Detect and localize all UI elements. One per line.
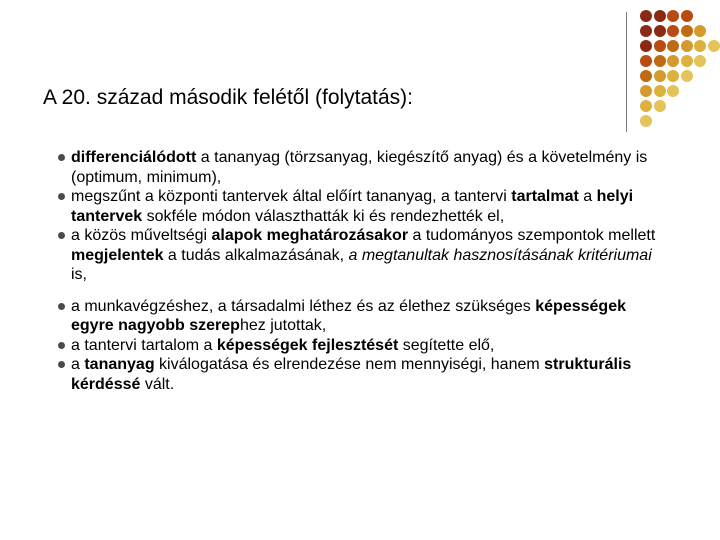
decorative-dot [681, 25, 693, 37]
list-item-text: megszűnt a központi tantervek által előírt tananyag, a tantervi [71, 188, 512, 205]
decorative-dot [640, 100, 652, 112]
list-item-text: a tudás alkalmazásának, [163, 246, 349, 264]
bullet-dot-icon [58, 361, 65, 368]
decorative-dot-grid [640, 10, 720, 135]
list-item [60, 297, 670, 336]
list-item-text: a tananyag (törzsanyag, kiegészítő anyag) és a követelmény is (optimum, minimum), [71, 149, 648, 186]
list-item-text: megjelentek [71, 246, 164, 264]
decorative-dot [694, 25, 706, 37]
decorative-dot [667, 10, 679, 22]
list-item-text: strukturális kérdéssé [71, 356, 632, 393]
list-item [60, 336, 670, 356]
list-item-text: segítette elő, [398, 336, 495, 354]
list-item-text: a munkavégzéshez, a társadalmi léthez és az élethez szükséges [71, 297, 536, 315]
list-item-text: a tantervi tartalom a [71, 336, 217, 354]
list-item-text: a tudományos szempontok mellett [408, 227, 656, 244]
list-item [60, 355, 670, 394]
list-item-text: a közös műveltségi [71, 227, 212, 244]
list-item-text: is, [71, 266, 87, 283]
decorative-dot [654, 40, 666, 52]
decorative-dot [654, 55, 666, 67]
divider-line [626, 12, 627, 132]
decorative-dot [667, 55, 679, 67]
decorative-dot [640, 85, 652, 97]
bullet-list [60, 148, 670, 394]
decorative-dot [640, 115, 652, 127]
decorative-dot [654, 25, 666, 37]
list-item-text: tananyag [84, 356, 155, 373]
slide-title: A 20. század második felétől (folytatás): [43, 86, 414, 109]
list-item-text: vált. [140, 375, 175, 393]
list-item-text: a [578, 188, 597, 205]
decorative-dot [640, 40, 652, 52]
decorative-dot [654, 85, 666, 97]
decorative-dot [654, 100, 666, 112]
bullet-dot-icon [58, 303, 65, 310]
decorative-dot [640, 70, 652, 82]
decorative-dot [654, 70, 666, 82]
decorative-dot [694, 40, 706, 52]
decorative-dot [694, 55, 706, 67]
list-item-text: képességek fejlesztését [216, 336, 399, 354]
decorative-dot [654, 10, 666, 22]
list-item-text: differenciálódott [71, 149, 197, 166]
bullet-dot-icon [58, 193, 65, 200]
list-item-text: sokféle módon választhatták ki és rendezhették el, [142, 207, 505, 225]
decorative-dot [640, 55, 652, 67]
decorative-dot [708, 40, 720, 52]
list-spacer [60, 285, 670, 297]
bullet-dot-icon [58, 232, 65, 239]
decorative-dot [640, 25, 652, 37]
bullet-dot-icon [58, 154, 65, 161]
bullet-dot-icon [58, 342, 65, 349]
list-item-text: a [71, 356, 85, 373]
list-item [60, 226, 670, 285]
decorative-dot [681, 10, 693, 22]
list-item [60, 187, 670, 226]
list-item-text: tartalmat [511, 188, 579, 205]
list-item-text: képességek egyre nagyobb szerep [71, 297, 626, 334]
list-item-text: alapok meghatározásakor [211, 227, 409, 244]
decorative-dot [667, 70, 679, 82]
decorative-dot [667, 40, 679, 52]
decorative-dot [667, 25, 679, 37]
decorative-dot [667, 85, 679, 97]
list-item-text: helyi tantervek [71, 188, 634, 225]
list-item-text: hez jutottak, [239, 317, 327, 334]
decorative-dot [681, 55, 693, 67]
list-item [60, 148, 670, 187]
decorative-dot [681, 40, 693, 52]
list-item-text: a megtanultak hasznosításának kritériumai [348, 246, 652, 264]
list-item-text: kiválogatása és elrendezése nem mennyiségi, hanem [154, 356, 545, 373]
decorative-dot [681, 70, 693, 82]
decorative-dot [640, 10, 652, 22]
